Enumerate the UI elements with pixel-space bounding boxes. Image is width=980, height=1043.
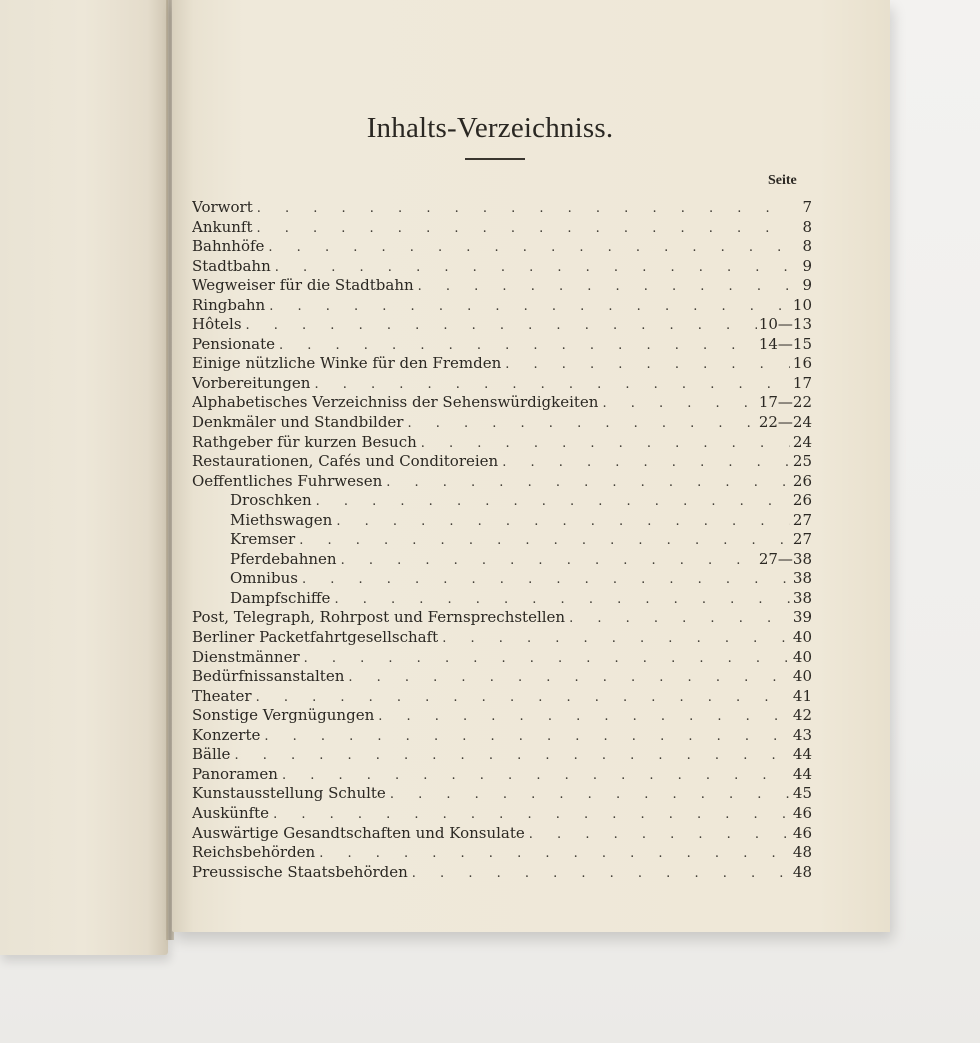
dot-leader [304, 651, 790, 666]
toc-entry-label: Ankunft [192, 217, 253, 236]
dot-leader [341, 553, 757, 568]
toc-entry-page: 40 [792, 647, 812, 666]
dot-leader [505, 357, 790, 372]
toc-entry-label: Dienstmänner [192, 647, 300, 666]
toc-entry-page: 27—38 [758, 549, 812, 568]
toc-entry-label: Konzerte [192, 725, 261, 744]
toc-entry-label: Restaurationen, Cafés und Conditoreien [192, 452, 499, 471]
toc-entry-label: Vorbereitungen [192, 373, 311, 392]
dot-leader [268, 240, 790, 255]
toc-entry-label: Berliner Packetfahrtgesellschaft [192, 628, 439, 647]
toc-entry-label: Auskünfte [192, 803, 270, 822]
dot-leader [502, 455, 790, 470]
toc-entry-page: 38 [792, 569, 812, 588]
toc-entry [192, 433, 812, 453]
toc-entry-page: 26 [792, 471, 812, 490]
toc-entry-page: 39 [792, 608, 812, 627]
dot-leader [407, 416, 756, 431]
toc-entry-page: 24 [792, 432, 812, 451]
toc-entry-page: 43 [792, 725, 812, 744]
dot-leader [273, 807, 790, 822]
toc-entry-label: Rathgeber für kurzen Besuch [192, 432, 417, 451]
toc-entry [192, 843, 812, 863]
toc-entry-label: Pensionate [192, 334, 275, 353]
toc-entry-page: 40 [792, 628, 812, 647]
toc-entry [192, 569, 812, 589]
toc-entry-label: Droschken [230, 491, 312, 510]
toc-entry-page: 46 [792, 823, 812, 842]
dot-leader [264, 729, 790, 744]
dot-leader [257, 201, 790, 216]
dot-leader [348, 670, 790, 685]
toc-entry-label: Denkmäler und Standbilder [192, 413, 404, 432]
toc-entry [192, 608, 812, 628]
toc-entry [192, 628, 812, 648]
toc-entry-label: Post, Telegraph, Rohrpost und Fernsprechstellen [192, 608, 566, 627]
toc-entry [192, 413, 812, 433]
toc-entry [192, 393, 812, 413]
dot-leader [279, 338, 757, 353]
toc-entry [192, 237, 812, 257]
toc-entry-label: Vorwort [192, 198, 253, 216]
dot-leader [302, 572, 790, 587]
toc-entry-label: Kremser [230, 530, 296, 549]
toc-entry-page: 27 [792, 510, 812, 529]
toc-entry-label: Reichsbehörden [192, 843, 316, 862]
toc-entry-label: Bälle [192, 745, 231, 764]
toc-entry [192, 296, 812, 316]
dot-leader [418, 279, 790, 294]
dot-leader [316, 494, 790, 509]
toc-entry-label: Wegweiser für die Stadtbahn [192, 276, 414, 295]
toc-entry [192, 824, 812, 844]
toc-entry-page: 25 [792, 452, 812, 471]
toc-entry-page: 10 [792, 295, 812, 314]
toc-entry [192, 726, 812, 746]
toc-entry [192, 687, 812, 707]
toc-entry [192, 589, 812, 609]
toc-entry-label: Alphabetisches Verzeichniss der Sehenswürdigkeiten [192, 393, 599, 412]
toc-entry-page: 8 [802, 217, 812, 236]
toc-entry [192, 706, 812, 726]
toc-entry-label: Pferdebahnen [230, 549, 337, 568]
dot-leader [246, 318, 757, 333]
toc-entry [192, 863, 812, 883]
dot-leader [442, 631, 790, 646]
toc-entry-page: 14—15 [758, 334, 812, 353]
toc-entry-label: Oeffentliches Fuhrwesen [192, 471, 383, 490]
toc-entry-page: 48 [792, 862, 812, 881]
toc-entry-label: Hôtels [192, 315, 242, 334]
dot-leader [386, 475, 790, 490]
toc-entry [192, 472, 812, 492]
dot-leader [256, 221, 790, 236]
toc-entry [192, 511, 812, 531]
toc-entry [192, 530, 812, 550]
toc-entry [192, 354, 812, 374]
toc-entry-page: 16 [792, 354, 812, 373]
toc-entry-page: 27 [792, 530, 812, 549]
toc-entry [192, 452, 812, 472]
dot-leader [529, 827, 790, 842]
dot-leader [269, 299, 790, 314]
toc-entry-page: 38 [792, 588, 812, 607]
toc-entry [192, 804, 812, 824]
toc-entry-label: Kunstausstellung Schulte [192, 784, 386, 803]
toc-entry-label: Preussische Staatsbehörden [192, 862, 408, 881]
toc-entry-label: Dampfschiffe [230, 588, 331, 607]
toc-entry-label: Bahnhöfe [192, 237, 265, 256]
dot-leader [336, 514, 790, 529]
toc-entry [192, 765, 812, 785]
toc-entry-label: Sonstige Vergnügungen [192, 706, 375, 725]
toc-entry [192, 491, 812, 511]
toc-entry-label: Miethswagen [230, 510, 333, 529]
toc-entry-page: 48 [792, 843, 812, 862]
title-rule [465, 158, 525, 160]
toc-entry [192, 784, 812, 804]
toc-entry-label: Panoramen [192, 764, 278, 783]
dot-leader [334, 592, 790, 607]
toc-entry-page: 44 [792, 745, 812, 764]
toc-entry-page: 45 [792, 784, 812, 803]
table-of-contents [192, 198, 812, 882]
toc-entry-label: Omnibus [230, 569, 298, 588]
toc-entry-label: Ringbahn [192, 295, 266, 314]
dot-leader [282, 768, 790, 783]
toc-entry-label: Bedürfnissanstalten [192, 667, 345, 686]
dot-leader [256, 690, 790, 705]
toc-entry-page: 9 [802, 256, 812, 275]
toc-entry-page: 46 [792, 803, 812, 822]
toc-entry [192, 745, 812, 765]
toc-entry-label: Einige nützliche Winke für den Fremden [192, 354, 502, 373]
toc-entry-page: 44 [792, 764, 812, 783]
toc-entry [192, 648, 812, 668]
dot-leader [319, 846, 790, 861]
dot-leader [412, 866, 790, 881]
dot-leader [378, 709, 790, 724]
toc-entry-page: 10—13 [758, 315, 812, 334]
toc-entry [192, 276, 812, 296]
toc-entry [192, 374, 812, 394]
toc-entry [192, 335, 812, 355]
toc-entry-label: Stadtbahn [192, 256, 271, 275]
page-title: Inhalts-Verzeichniss. [366, 112, 614, 144]
toc-entry-page: 41 [792, 686, 812, 705]
toc-entry-page: 42 [792, 706, 812, 725]
toc-entry-label: Theater [192, 686, 252, 705]
toc-entry [192, 315, 812, 335]
dot-leader [602, 396, 756, 411]
toc-entry-page: 26 [792, 491, 812, 510]
dot-leader [569, 611, 790, 626]
dot-leader [314, 377, 790, 392]
toc-entry-label: Auswärtige Gesandtschaften und Konsulate [192, 823, 525, 842]
dot-leader [390, 787, 790, 802]
toc-entry [192, 198, 812, 218]
page-column-header: Seite [768, 173, 797, 188]
toc-entry [192, 550, 812, 570]
toc-entry-page: 17 [792, 373, 812, 392]
dot-leader [275, 260, 790, 275]
toc-entry [192, 218, 812, 238]
dot-leader [421, 436, 790, 451]
toc-entry [192, 257, 812, 277]
toc-entry-page: 8 [802, 237, 812, 256]
toc-entry [192, 667, 812, 687]
dot-leader [234, 748, 790, 763]
toc-entry-page: 40 [792, 667, 812, 686]
toc-entry-page: 9 [802, 276, 812, 295]
toc-entry-page: 17—22 [758, 393, 812, 412]
dot-leader [299, 533, 790, 548]
toc-entry-page: 7 [802, 198, 812, 216]
toc-entry-page: 22—24 [758, 413, 812, 432]
